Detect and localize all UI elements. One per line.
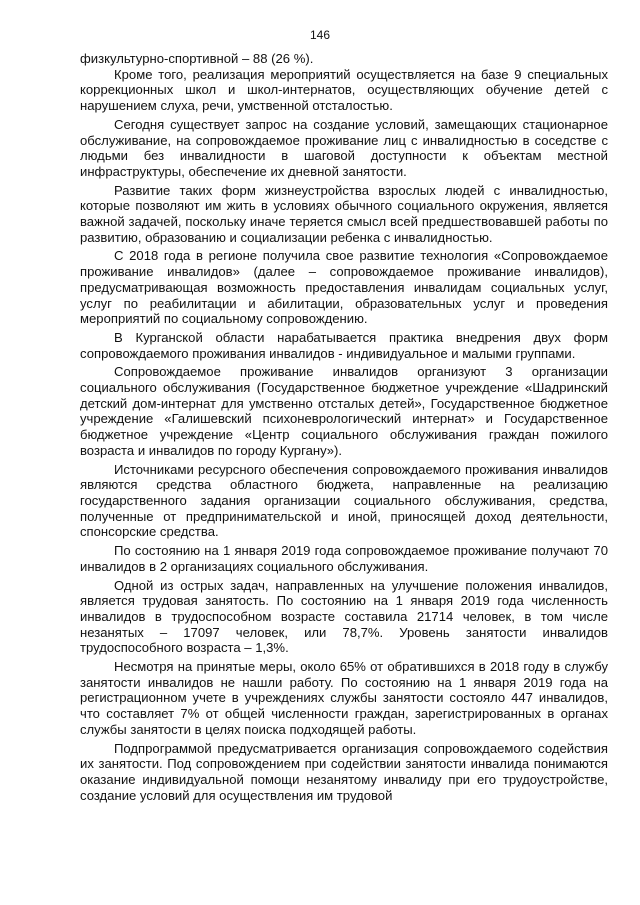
paragraph: Несмотря на принятые меры, около 65% от обратившихся в 2018 году в службу занятости инвалидов не нашли работу. По состоянию на 1 января 2019 года на регистрационном учете в учреждениях службы занятости состояло 447 инвалидов, что составляет 7% от общей численности граждан, зарегистрированных в органах службы занятости в целях поиска подходящей работы. — [80, 659, 608, 737]
paragraph: Сегодня существует запрос на создание условий, замещающих стационарное обслуживание, на сопровождаемое проживание лиц с инвалидностью в соседстве с людьми без инвалидности в шаговой доступности к объектам местной инфраструктуры, обеспечение их дневной занятости. — [80, 116, 608, 179]
paragraph: С 2018 года в регионе получила свое развитие технология «Сопровождаемое проживание инвалидов» (далее – сопровождаемое проживание инвалидов), предусматривающая возможность предоставления инвалидам социальных услуг, услуг по реабилитации и абилитации, образовательных услуг и проведения мероприятий по социальному сопровождению. — [80, 248, 608, 327]
paragraph: В Курганской области нарабатывается практика внедрения двух форм сопровождаемого проживания инвалидов - индивидуальное и малыми группами. — [80, 329, 608, 361]
body-text — [80, 51, 608, 803]
paragraph: Одной из острых задач, направленных на улучшение положения инвалидов, является трудовая занятость. По состоянию на 1 января 2019 года численность инвалидов в трудоспособном возрасте составила 21714 человек, в том числе незанятых – 17097 человек, или 78,7%. Уровень занятости инвалидов трудоспособного возраста – 1,3%. — [80, 577, 608, 656]
page-number: 146 — [309, 28, 331, 42]
paragraph: По состоянию на 1 января 2019 года сопровождаемое проживание получают 70 инвалидов в 2 организациях социального обслуживания. — [80, 543, 608, 574]
paragraph: Подпрограммой предусматривается организация сопровождаемого содействия их занятости. Под сопровождением при содействии занятости инвалида понимаются оказание индивидуальной помощи незанятому инвалиду при его трудоустройстве, создание условий для осуществления им трудовой — [80, 740, 608, 803]
paragraph: физкультурно-спортивной – 88 (26 %). — [80, 51, 314, 66]
paragraph: Сопровождаемое проживание инвалидов организуют 3 организации социального обслуживания (Государственное бюджетное учреждение «Шадринский детский дом-интернат для умственно отсталых детей», Государственное бюджетное учреждение «Галишевский психоневрологический интернат» и Государственное бюджетное учреждение «Центр социального обслуживания граждан пожилого возраста и инвалидов по городу Кургану»). — [80, 364, 608, 458]
paragraph: Развитие таких форм жизнеустройства взрослых людей с инвалидностью, которые позволяют им жить в условиях обычного социального окружения, является важной задачей, поскольку иначе теряется смысл всей предшествовавшей работы по развитию, образованию и социализации ребенка с инвалидностью. — [80, 182, 608, 245]
paragraph: Источниками ресурсного обеспечения сопровождаемого проживания инвалидов являются средства областного бюджета, направленные на реализацию государственного задания организации социального обслуживания, средства, полученные от предпринимательской и иной, приносящей доход деятельности, спонсорские средства. — [80, 461, 608, 540]
paragraph: Кроме того, реализация мероприятий осуществляется на базе 9 специальных коррекционных школ и школ-интернатов, осуществляющих обучение детей с нарушением слуха, речи, умственной отсталостью. — [80, 66, 608, 114]
